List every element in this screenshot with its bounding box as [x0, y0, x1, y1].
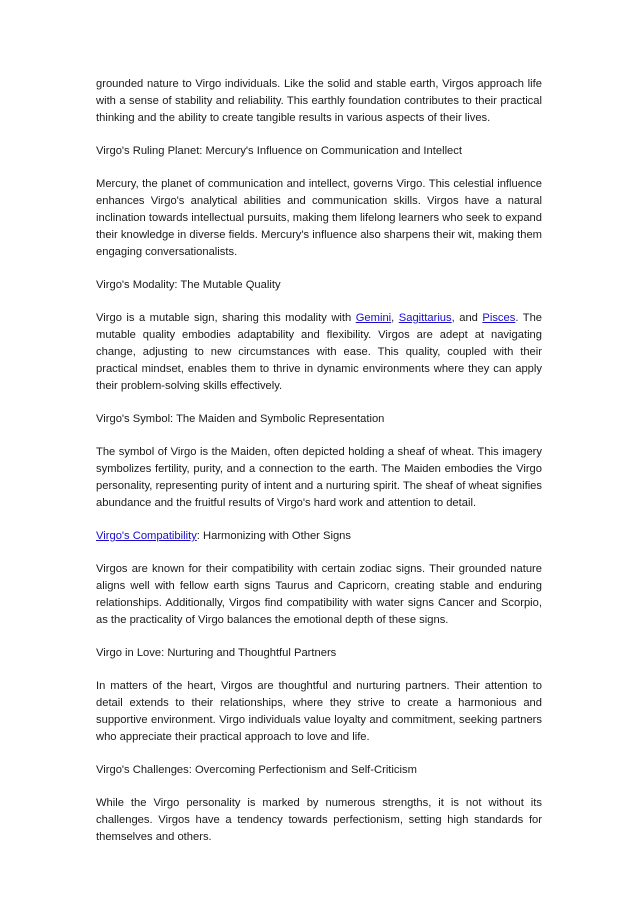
document-page: [96, 76, 542, 846]
paragraph-love: In matters of the heart, Virgos are thoughtful and nurturing partners. Their attention to detail extends to their relationships, where they strive to create a harmonious and supportive environment. Virgo individuals value loyalty and commitment, seeking partners who appreciate their practical approach to love and life.: [96, 680, 542, 743]
mutable-text-end: . The mutable quality embodies adaptability and flexibility. Virgos are adept at navigating change, adjusting to new circumstances with ease. This quality, coupled with their practical mindset, enables them to thrive in dynamic environments where they can apply their problem-solving skills effectively.: [96, 312, 543, 392]
heading-ruling-planet: Virgo's Ruling Planet: Mercury's Influence on Communication and Intellect: [96, 145, 462, 157]
paragraph-compatibility: Virgos are known for their compatibility with certain zodiac signs. Their grounded nature aligns well with fellow earth signs Taurus and Capricorn, creating stable and enduring relationships. Additionally, Virgos find compatibility with water signs Cancer and Scorpio, as the practicality of Virgo balances the emotional depth of these signs.: [96, 563, 542, 626]
paragraph-mercury: Mercury, the planet of communication and intellect, governs Virgo. This celestial influence enhances Virgo's analytical abilities and communication skills. Virgos have a natural inclination towards intellectual pursuits, making them lifelong learners who seek to expand their knowledge in diverse fields. Mercury's influence also sharpens their wit, making them engaging conversationalists.: [96, 178, 542, 258]
mutable-text-start: Virgo is a mutable sign, sharing this modality with: [96, 312, 356, 324]
mutable-separator-1: ,: [391, 312, 399, 324]
link-sagittarius[interactable]: Sagittarius: [398, 312, 452, 324]
compatibility-heading-rest: : Harmonizing with Other Signs: [196, 530, 351, 542]
mutable-separator-2: , and: [451, 312, 483, 324]
heading-symbol: Virgo's Symbol: The Maiden and Symbolic Representation: [96, 413, 385, 425]
heading-modality: Virgo's Modality: The Mutable Quality: [96, 279, 281, 291]
heading-love: Virgo in Love: Nurturing and Thoughtful Partners: [96, 647, 337, 659]
link-virgo-compatibility[interactable]: Virgo's Compatibility: [96, 530, 197, 542]
heading-compatibility: [96, 528, 542, 545]
paragraph-grounded-nature: grounded nature to Virgo individuals. Like the solid and stable earth, Virgos approach life with a sense of stability and reliability. This earthly foundation contributes to their practical thinking and the ability to create tangible results in various aspects of their lives.: [96, 78, 542, 124]
link-pisces[interactable]: Pisces: [482, 312, 516, 324]
link-gemini[interactable]: Gemini: [355, 312, 392, 324]
heading-challenges: Virgo's Challenges: Overcoming Perfectionism and Self-Criticism: [96, 764, 417, 776]
paragraph-symbol: The symbol of Virgo is the Maiden, often depicted holding a sheaf of wheat. This imagery symbolizes fertility, purity, and a connection to the earth. The Maiden embodies the Virgo personality, representing purity of intent and a nurturing spirit. The sheaf of wheat signifies abundance and the fruitful results of Virgo's hard work and attention to detail.: [96, 446, 542, 509]
paragraph-mutable: [96, 310, 542, 395]
paragraph-challenges: While the Virgo personality is marked by numerous strengths, it is not without its challenges. Virgos have a tendency towards perfectionism, setting high standards for themselves and others.: [96, 797, 542, 843]
